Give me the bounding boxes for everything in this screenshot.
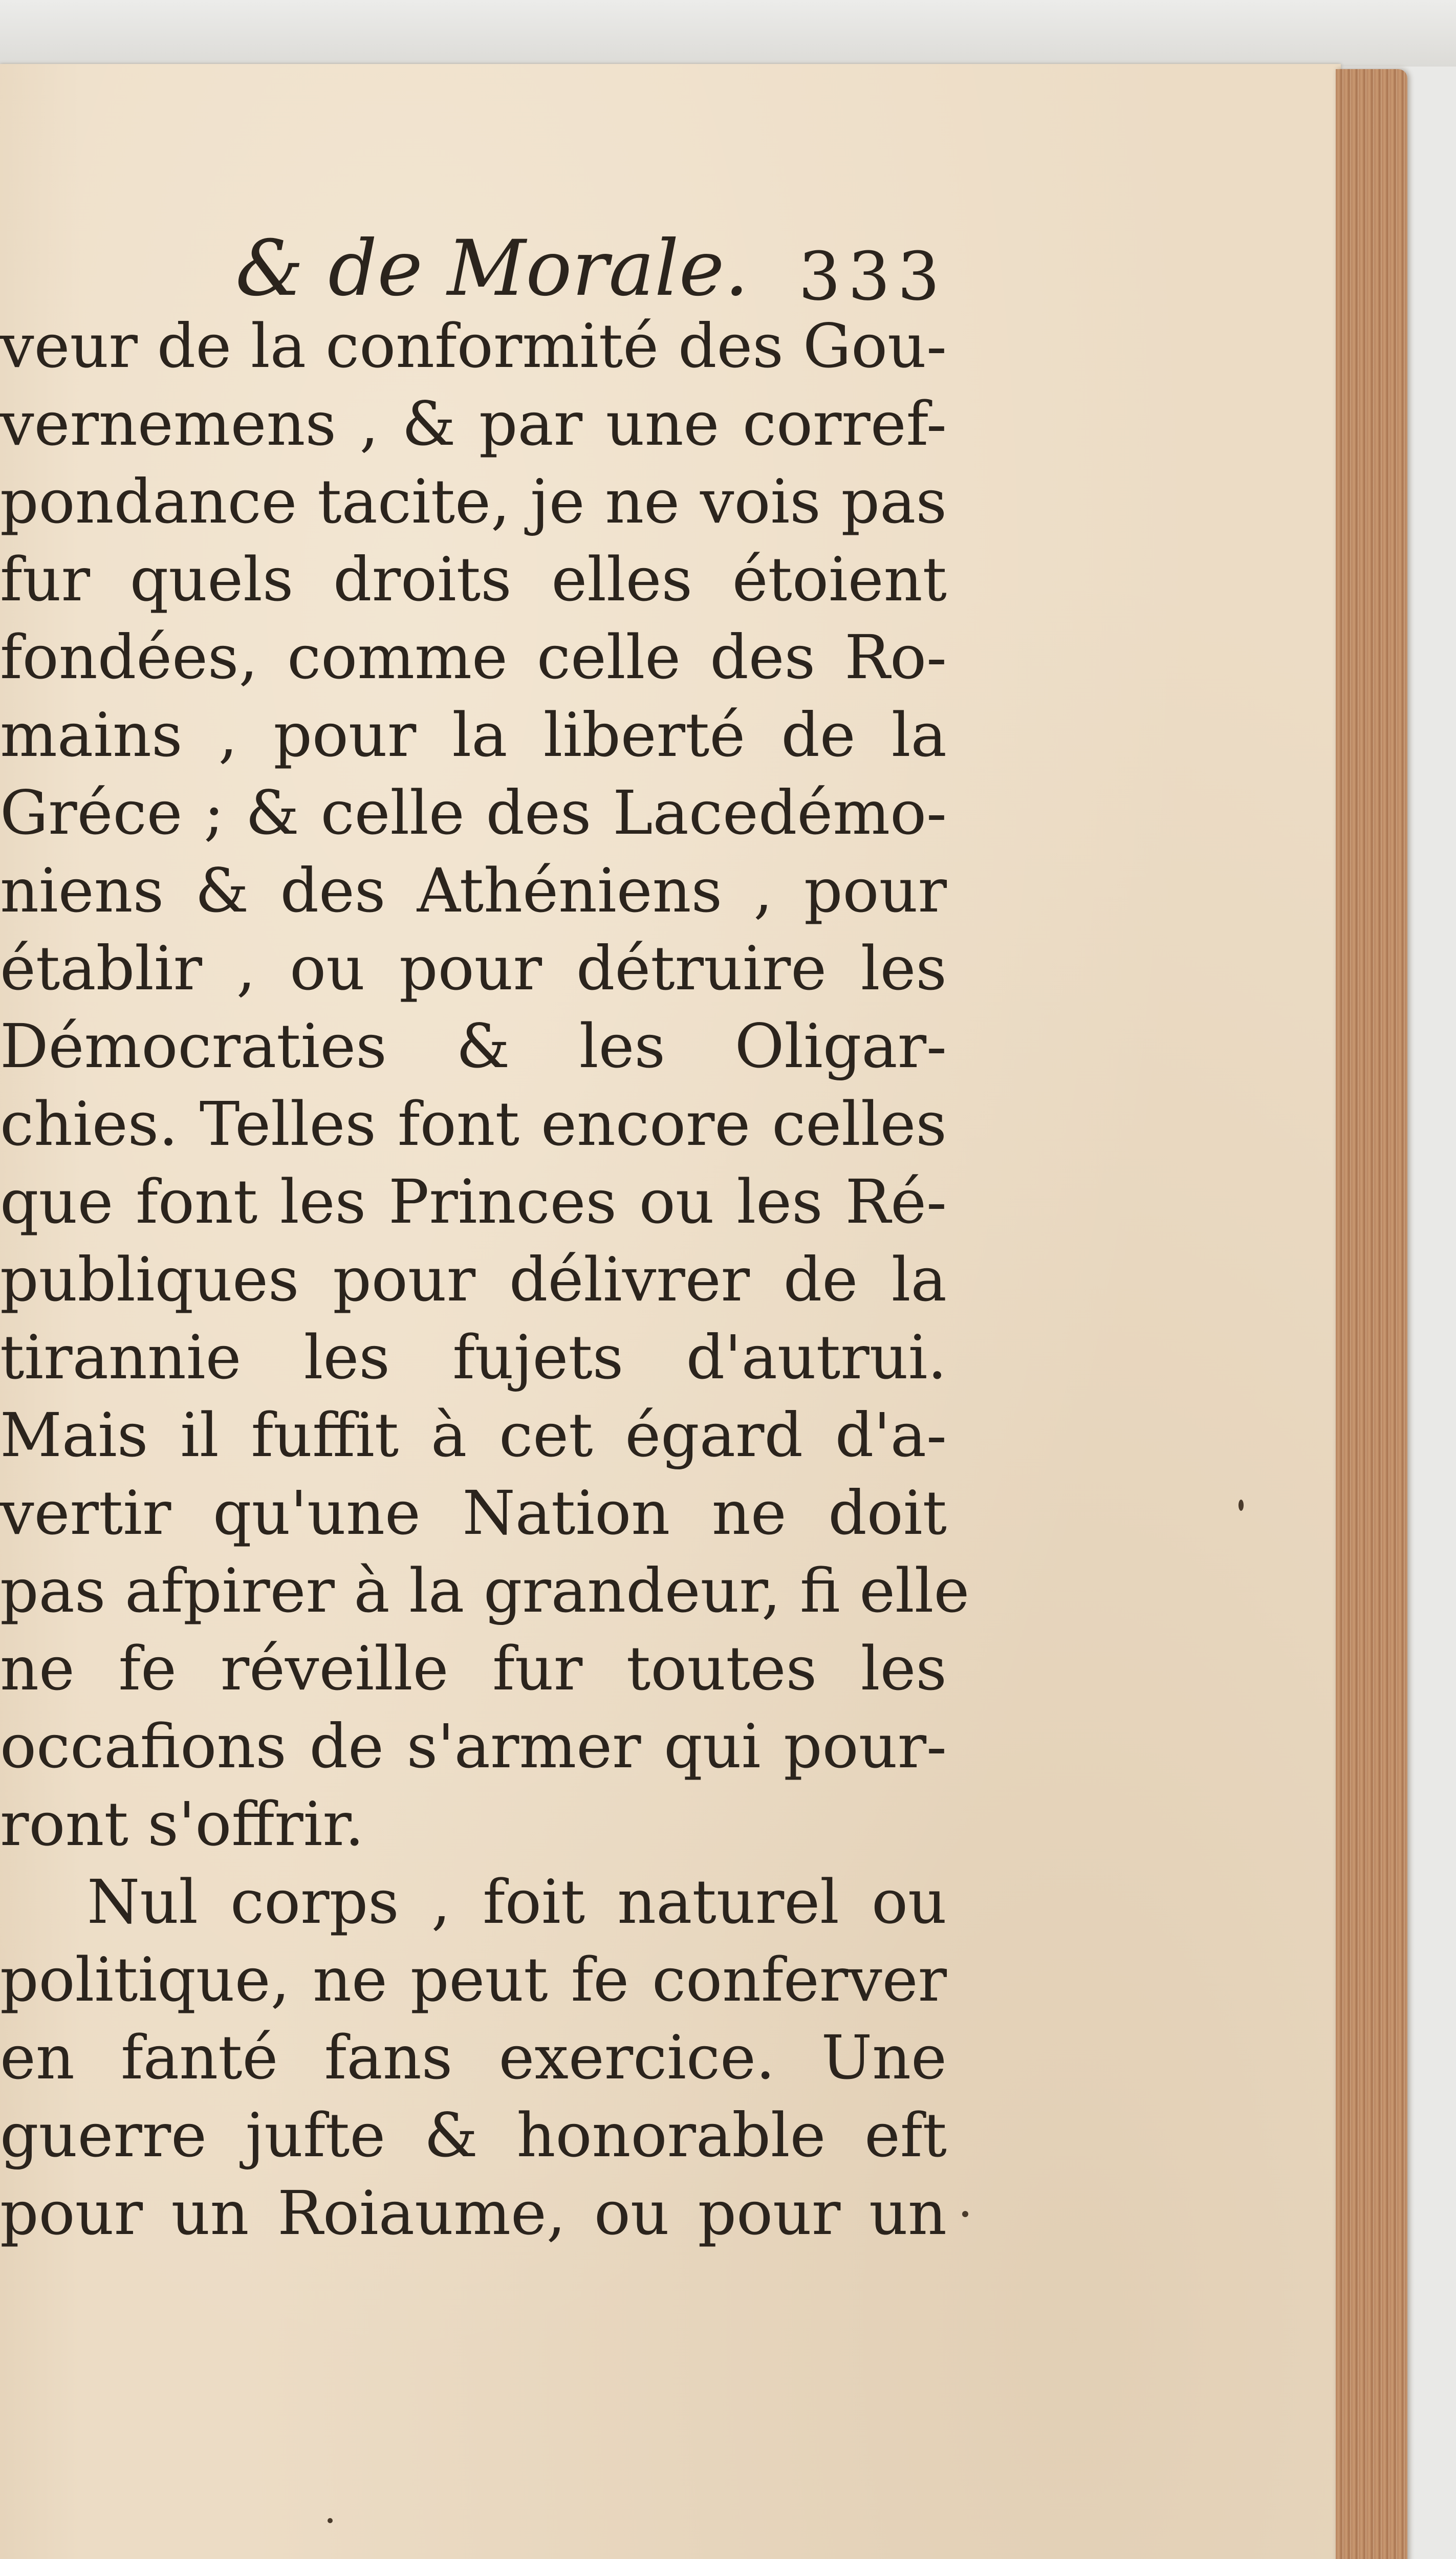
text-line: publiques pour délivrer de la	[0, 1244, 947, 1315]
running-head-title: & de Morale.	[235, 224, 749, 313]
text-line: pondance tacite, je ne vois pas	[0, 466, 947, 537]
ink-speck	[1238, 1500, 1244, 1511]
text-line: vernemens , & par une corref-	[0, 388, 947, 459]
text-line: chies. Telles font encore celles	[0, 1089, 947, 1159]
text-line: Gréce ; & celle des Lacedémo-	[0, 777, 947, 848]
text-line: ront s'offrir.	[0, 1789, 364, 1859]
text-line: occafions de s'armer qui pour-	[0, 1711, 947, 1782]
text-line: vertir qu'une Nation ne doit	[0, 1478, 947, 1548]
text-line: pour un Roiaume, ou pour un	[0, 2178, 947, 2248]
text-line: en fanté fans exercice. Une	[0, 2022, 947, 2093]
text-line: politique, ne peut fe conferver	[0, 1944, 947, 2015]
text-line: ne fe réveille fur toutes les	[0, 1633, 947, 1704]
ink-speck	[328, 2518, 333, 2523]
text-line: guerre jufte & honorable eft	[0, 2100, 947, 2171]
text-line: Mais il fuffit à cet égard d'a-	[0, 1400, 947, 1470]
text-line: fur quels droits elles étoient	[0, 544, 947, 615]
text-line: que font les Princes ou les Ré-	[0, 1166, 947, 1237]
paragraph-first-line: Nul corps , foit naturel ou	[87, 1867, 947, 1937]
page-number: 333	[798, 237, 947, 315]
text-line: fondées, comme celle des Ro-	[0, 622, 947, 692]
text-line: niens & des Athéniens , pour	[0, 855, 947, 926]
page-edge-stack	[1336, 69, 1407, 2559]
text-line: Démocraties & les Oligar-	[0, 1011, 947, 1081]
scan-background-top	[0, 0, 1456, 67]
text-line: veur de la conformité des Gou-	[0, 311, 947, 381]
ink-speck	[962, 2211, 968, 2217]
text-line: pas afpirer à la grandeur, fi elle	[0, 1555, 970, 1626]
text-line: tirannie les fujets d'autrui.	[0, 1322, 947, 1393]
text-line: mains , pour la liberté de la	[0, 700, 947, 770]
body-text	[0, 307, 970, 2252]
text-line: établir , ou pour détruire les	[0, 933, 947, 1004]
